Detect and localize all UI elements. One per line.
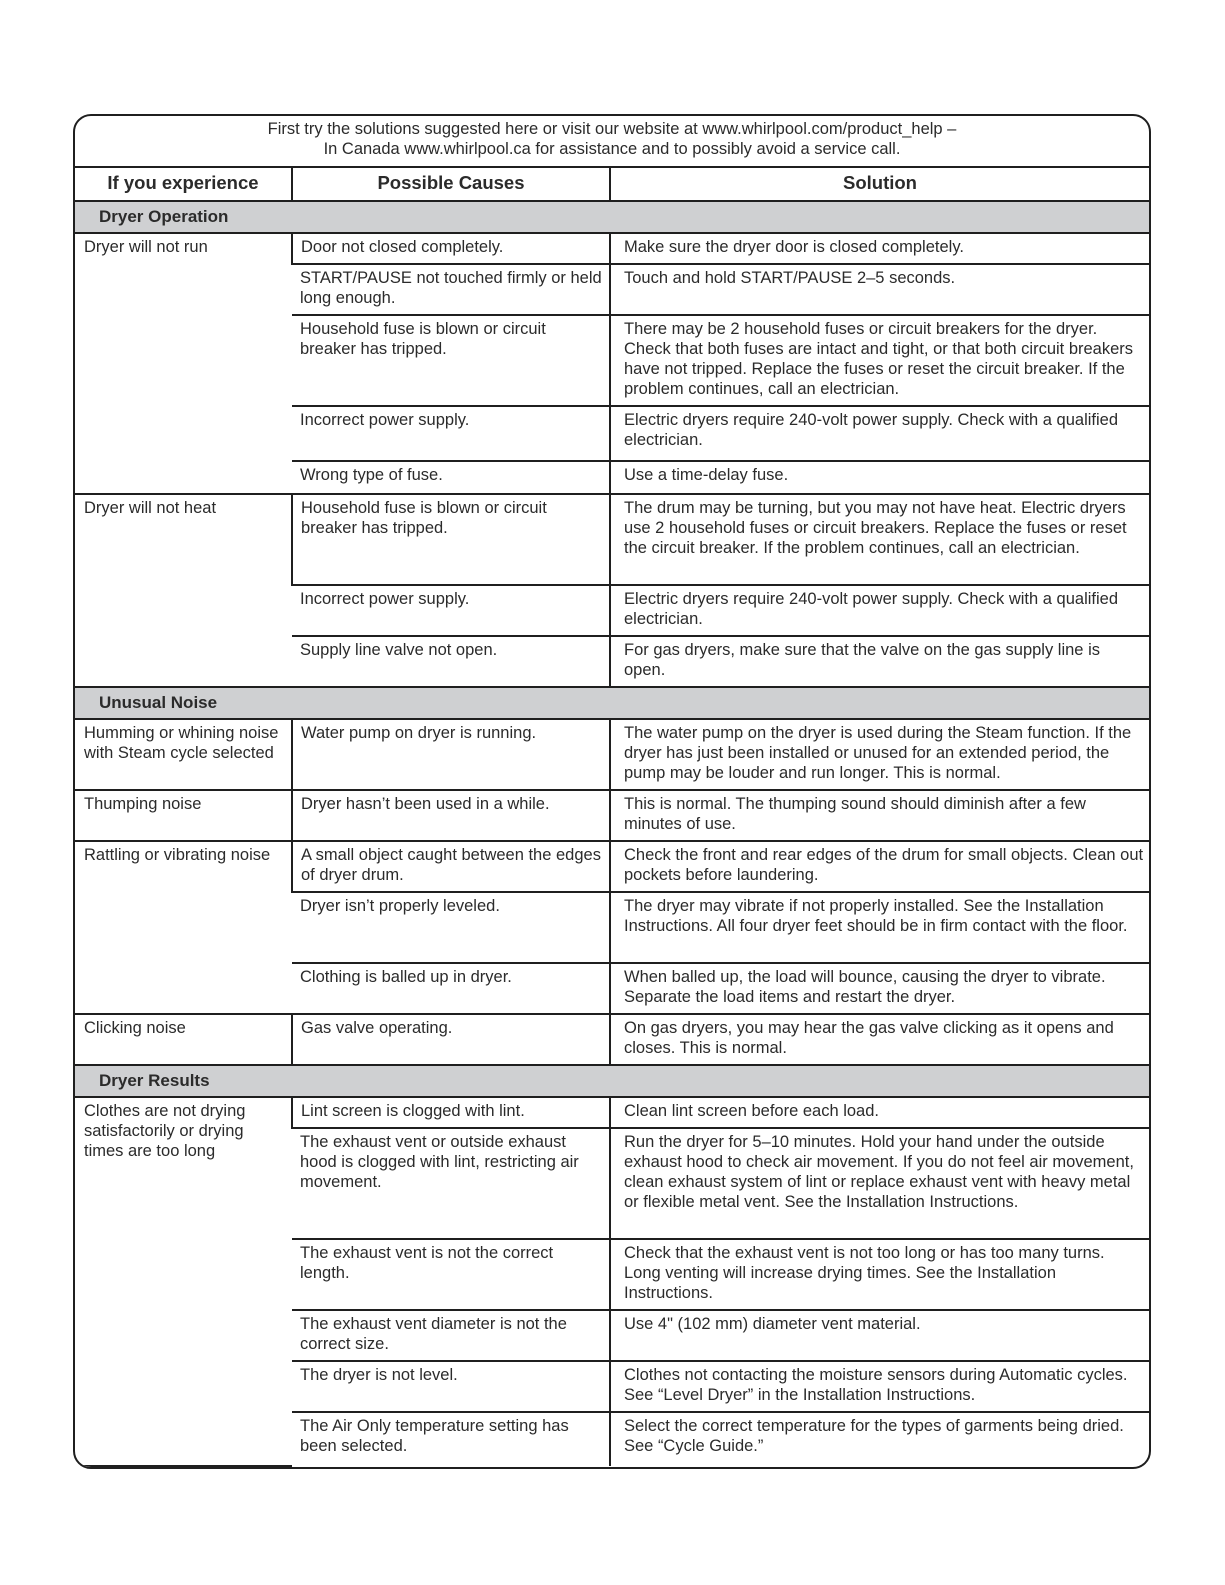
cause-cell: Household fuse is blown or circuit breaker has tripped.: [292, 494, 610, 585]
section-row: [75, 687, 1149, 719]
solution-cell: Select the correct temperature for the types of garments being dried. See “Cycle Guide.”: [610, 1412, 1149, 1466]
cause-cell: Lint screen is clogged with lint.: [292, 1097, 610, 1128]
solution-cell: This is normal. The thumping sound should diminish after a few minutes of use.: [610, 790, 1149, 841]
table-row: [75, 494, 1149, 585]
cause-cell: Dryer hasn’t been used in a while.: [292, 790, 610, 841]
intro-line-1: First try the solutions suggested here or visit our website at www.whirlpool.com/product_help –: [267, 120, 957, 138]
cause-cell: Door not closed completely.: [292, 233, 610, 264]
solution-cell: Touch and hold START/PAUSE 2–5 seconds.: [610, 264, 1149, 315]
header-experience: If you experience: [75, 168, 292, 201]
header-solution: Solution: [610, 168, 1149, 201]
cause-cell: The dryer is not level.: [292, 1361, 610, 1412]
table-row: [75, 1014, 1149, 1065]
solution-cell: The water pump on the dryer is used during the Steam function. If the dryer has just been installed or unused for an extended period, the pump may be louder and run longer. This is normal.: [610, 719, 1149, 790]
cause-cell: The exhaust vent diameter is not the correct size.: [292, 1310, 610, 1361]
solution-cell: Run the dryer for 5–10 minutes. Hold your hand under the outside exhaust hood to check air movement. If you do not feel air movement, clean exhaust system of lint or replace exhaust vent with heavy metal or flexible metal vent. See the Installation Instructions.: [610, 1128, 1149, 1239]
solution-cell: For gas dryers, make sure that the valve on the gas supply line is open.: [610, 636, 1149, 687]
cause-cell: Incorrect power supply.: [292, 406, 610, 461]
table-row: [75, 1097, 1149, 1128]
cause-cell: Wrong type of fuse.: [292, 461, 610, 494]
cause-cell: Water pump on dryer is running.: [292, 719, 610, 790]
solution-cell: Check the front and rear edges of the drum for small objects. Clean out pockets before laundering.: [610, 841, 1149, 892]
cause-cell: Dryer isn’t properly leveled.: [292, 892, 610, 963]
cause-cell: The exhaust vent or outside exhaust hood is clogged with lint, restricting air movement.: [292, 1128, 610, 1239]
table-row: [75, 790, 1149, 841]
section-title: Dryer Operation: [75, 201, 1149, 233]
header-causes: Possible Causes: [292, 168, 610, 201]
solution-cell: There may be 2 household fuses or circuit breakers for the dryer. Check that both fuses are intact and tight, or that both circuit breakers have not tripped. Replace the fuses or reset the circuit breaker. If the problem continues, call an electrician.: [610, 315, 1149, 406]
section-title: Dryer Results: [75, 1065, 1149, 1097]
issue-cell: Humming or whining noise with Steam cycle selected: [75, 719, 292, 790]
cause-cell: A small object caught between the edges of dryer drum.: [292, 841, 610, 892]
issue-cell: Thumping noise: [75, 790, 292, 841]
solution-cell: The dryer may vibrate if not properly installed. See the Installation Instructions. All four dryer feet should be in firm contact with the floor.: [610, 892, 1149, 963]
solution-cell: Use 4" (102 mm) diameter vent material.: [610, 1310, 1149, 1361]
solution-cell: The drum may be turning, but you may not have heat. Electric dryers use 2 household fuses or circuit breakers. Replace the fuses or reset the circuit breaker. If the problem continues, call an electrician.: [610, 494, 1149, 585]
cause-cell: START/PAUSE not touched firmly or held long enough.: [292, 264, 610, 315]
solution-cell: Clothes not contacting the moisture sensors during Automatic cycles. See “Level Dryer” in the Installation Instructions.: [610, 1361, 1149, 1412]
issue-cell: Clicking noise: [75, 1014, 292, 1065]
solution-cell: On gas dryers, you may hear the gas valve clicking as it opens and closes. This is normal.: [610, 1014, 1149, 1065]
table-row: [75, 841, 1149, 892]
cause-cell: Clothing is balled up in dryer.: [292, 963, 610, 1014]
solution-cell: Electric dryers require 240-volt power supply. Check with a qualified electrician.: [610, 406, 1149, 461]
table-body: [75, 201, 1149, 1466]
cause-cell: The exhaust vent is not the correct length.: [292, 1239, 610, 1310]
issue-cell: Rattling or vibrating noise: [75, 841, 292, 1014]
section-row: [75, 201, 1149, 233]
solution-cell: Check that the exhaust vent is not too long or has too many turns. Long venting will increase drying times. See the Installation Instructions.: [610, 1239, 1149, 1310]
table-row: [75, 719, 1149, 790]
intro-line-2: In Canada www.whirlpool.ca for assistance and to possibly avoid a service call.: [323, 140, 901, 158]
solution-cell: Clean lint screen before each load.: [610, 1097, 1149, 1128]
cause-cell: Gas valve operating.: [292, 1014, 610, 1065]
cause-cell: The Air Only temperature setting has been selected.: [300, 1417, 569, 1455]
cause-cell: Supply line valve not open.: [292, 636, 610, 687]
solution-cell: Electric dryers require 240-volt power supply. Check with a qualified electrician.: [610, 585, 1149, 636]
troubleshooting-table: [75, 168, 1149, 1467]
cause-cell: Incorrect power supply.: [292, 585, 610, 636]
troubleshooting-table-frame: [73, 114, 1151, 1469]
issue-cell: Dryer will not heat: [75, 494, 292, 687]
section-title: Unusual Noise: [75, 687, 1149, 719]
issue-cell: Clothes are not drying satisfactorily or drying times are too long: [75, 1097, 292, 1466]
header-row: [75, 168, 1149, 201]
solution-cell: Make sure the dryer door is closed completely.: [610, 233, 1149, 264]
solution-cell: When balled up, the load will bounce, causing the dryer to vibrate. Separate the load items and restart the dryer.: [610, 963, 1149, 1014]
issue-cell: Dryer will not run: [75, 233, 292, 494]
table-row: [75, 233, 1149, 264]
solution-cell: Use a time-delay fuse.: [610, 461, 1149, 494]
section-row: [75, 1065, 1149, 1097]
intro-note: [75, 116, 1149, 168]
cause-cell: Household fuse is blown or circuit breaker has tripped.: [292, 315, 610, 406]
